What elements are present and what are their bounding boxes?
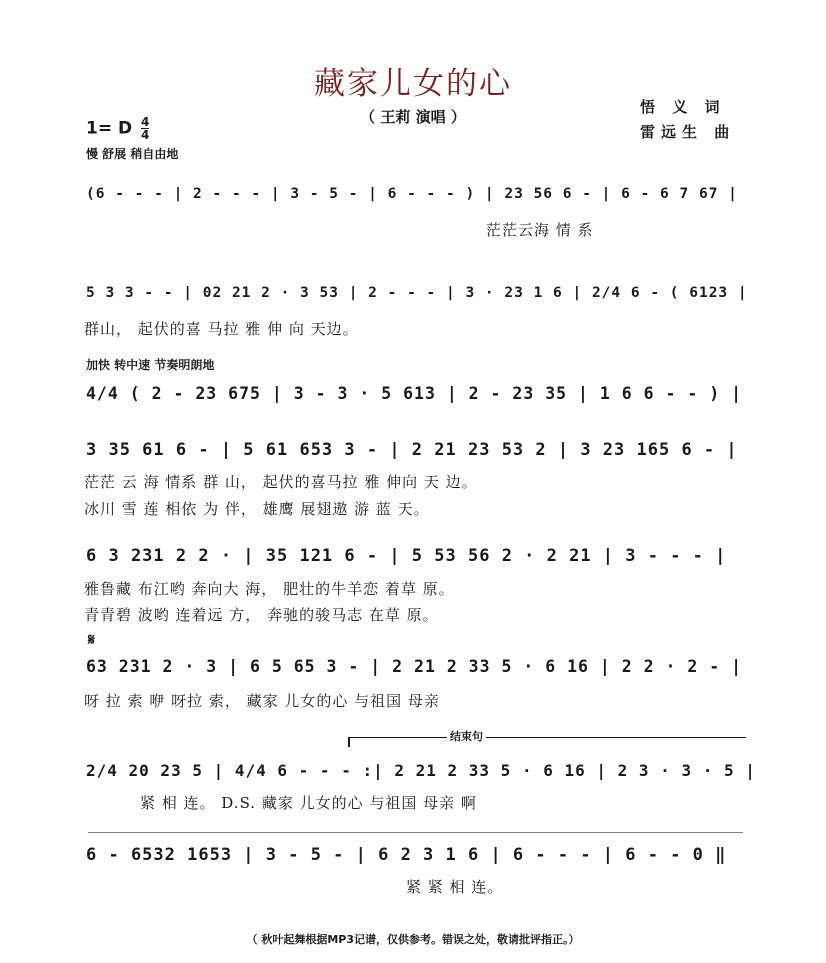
notation-line-7: 2/4 20 23 5 | 4/4 6 - - - :| 2 21 2 33 5 · 6 16 | 2 3 · 3 · 5 | bbox=[86, 761, 756, 780]
notation-line-4: 3 35 61 6 - | 5 61 653 3 - | 2 21 23 53 2 | 3 23 165 6 - | bbox=[86, 440, 738, 460]
tempo-marking-intro: 慢 舒展 稍自由地 bbox=[86, 147, 179, 161]
lyrics-line-1a: 茫茫云海 情 系 bbox=[486, 221, 594, 239]
lyrics-line-4a: 茫茫 云 海 情系 群 山， 起伏的喜马拉 雅 伸向 天 边。 bbox=[84, 473, 478, 491]
tempo-marking-middle: 加快 转中速 节奏明朗地 bbox=[86, 358, 215, 372]
key-signature bbox=[86, 116, 149, 141]
notation-line-1: (6 - - - | 2 - - - | 3 - 5 - | 6 - - - ) | 23 56 6 - | 6 - 6 7 67 | bbox=[86, 186, 738, 202]
lyrics-line-4b: 冰川 雪 莲 相依 为 伴， 雄鹰 展翅遨 游 蓝 天。 bbox=[84, 500, 430, 518]
lyrics-line-5a: 雅鲁藏 布江哟 奔向大 海， 肥壮的牛羊恋 着草 原。 bbox=[84, 580, 455, 598]
segno-icon: 𝄋 bbox=[88, 630, 95, 649]
ending-bracket-hook bbox=[348, 737, 350, 747]
composer-credit: 雷远生 曲 bbox=[640, 123, 736, 141]
lyrics-line-2a: 群山， 起伏的喜 马拉 雅 伸 向 天边。 bbox=[84, 320, 359, 338]
notation-line-8: 6 - 6532 1653 | 3 - 5 - | 6 2 3 1 6 | 6 - - - | 6 - - 0 ‖ bbox=[86, 845, 727, 865]
ending-label: 结束句 bbox=[447, 728, 486, 744]
lyrics-line-7a: 紧 相 连。 D.S. 藏家 儿女的心 与祖国 母亲 啊 bbox=[140, 794, 477, 812]
notation-line-2: 5 3 3 - - | 02 21 2 · 3 53 | 2 - - - | 3 · 23 1 6 | 2/4 6 - ( 6123 | bbox=[86, 285, 748, 301]
singer-label: （ 王莉 演唱 ） bbox=[360, 108, 466, 126]
song-title: 藏家儿女的心 bbox=[314, 66, 512, 102]
time-signature bbox=[141, 116, 149, 141]
lyrics-line-5b: 青青碧 波哟 连着远 方， 奔驰的骏马志 在草 原。 bbox=[84, 606, 439, 624]
lyricist-credit: 悟 义 词 bbox=[640, 98, 726, 116]
footer-note: （ 秋叶起舞根据MP3记谱，仅供参考。错误之处，敬请批评指正。） bbox=[246, 933, 580, 946]
notation-line-6: 63 231 2 · 3 | 6 5 65 3 - | 2 21 2 33 5 · 6 16 | 2 2 · 2 - | bbox=[86, 657, 743, 676]
lyrics-line-6a: 呀 拉 索 咿 呀拉 索， 藏家 儿女的心 与祖国 母亲 bbox=[84, 692, 440, 710]
notation-line-5: 6 3 231 2 2 · | 35 121 6 - | 5 53 56 2 · 2 21 | 3 - - - | bbox=[86, 546, 727, 566]
notation-line-3: 4/4 ( 2 - 23 675 | 3 - 3 · 5 613 | 2 - 23 35 | 1 6 6 - - ) | bbox=[86, 384, 743, 403]
lyrics-line-8a: 紧 紧 相 连。 bbox=[406, 878, 504, 896]
ending-bracket-line bbox=[348, 737, 746, 738]
slur-line bbox=[88, 832, 743, 833]
time-signature-bottom: 4 bbox=[141, 128, 150, 142]
key-label: 1= D bbox=[86, 118, 133, 139]
time-signature-top: 4 bbox=[141, 115, 150, 129]
